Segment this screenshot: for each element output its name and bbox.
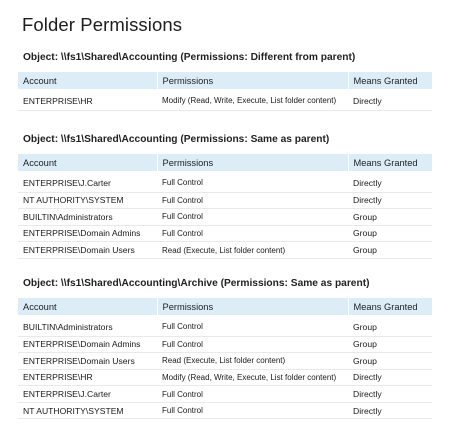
column-header-permissions: Permissions bbox=[157, 154, 348, 171]
table-row bbox=[18, 353, 432, 370]
table-row bbox=[18, 386, 432, 403]
table-row bbox=[18, 336, 432, 353]
column-header-account: Account bbox=[18, 72, 157, 89]
table-header-row bbox=[18, 72, 432, 89]
cell-means-granted: Directly bbox=[348, 192, 432, 209]
permissions-table bbox=[18, 298, 432, 419]
cell-account: ENTERPRISE\J.Carter bbox=[18, 386, 157, 403]
cell-account: NT AUTHORITY\SYSTEM bbox=[18, 192, 157, 209]
cell-account: ENTERPRISE\HR bbox=[18, 89, 157, 110]
column-header-account: Account bbox=[18, 298, 157, 315]
page-title: Folder Permissions bbox=[22, 14, 183, 35]
column-header-means-granted: Means Granted bbox=[348, 154, 432, 171]
cell-permissions: Full Control bbox=[157, 225, 348, 242]
cell-means-granted: Group bbox=[348, 242, 432, 259]
section-title: Object: \\fs1\Shared\Accounting (Permissions: Different from parent) bbox=[23, 52, 356, 63]
cell-permissions: Full Control bbox=[157, 336, 348, 353]
cell-means-granted: Group bbox=[348, 353, 432, 370]
table-row bbox=[18, 89, 432, 110]
cell-means-granted: Directly bbox=[348, 386, 432, 403]
cell-permissions: Read (Execute, List folder content) bbox=[157, 353, 348, 370]
cell-means-granted: Group bbox=[348, 315, 432, 336]
column-header-means-granted: Means Granted bbox=[348, 298, 432, 315]
table-row bbox=[18, 171, 432, 192]
cell-permissions: Full Control bbox=[157, 192, 348, 209]
cell-permissions: Modify (Read, Write, Execute, List folder content) bbox=[157, 369, 348, 386]
cell-account: ENTERPRISE\Domain Admins bbox=[18, 225, 157, 242]
section-title: Object: \\fs1\Shared\Accounting\Archive (Permissions: Same as parent) bbox=[23, 278, 370, 289]
column-header-permissions: Permissions bbox=[157, 72, 348, 89]
cell-permissions: Full Control bbox=[157, 402, 348, 419]
cell-means-granted: Group bbox=[348, 225, 432, 242]
cell-means-granted: Directly bbox=[348, 369, 432, 386]
cell-means-granted: Group bbox=[348, 209, 432, 226]
cell-account: BUILTIN\Administrators bbox=[18, 315, 157, 336]
column-header-permissions: Permissions bbox=[157, 298, 348, 315]
cell-permissions: Read (Execute, List folder content) bbox=[157, 242, 348, 259]
cell-means-granted: Directly bbox=[348, 402, 432, 419]
table-header-row bbox=[18, 298, 432, 315]
permissions-section-archive-same bbox=[18, 277, 432, 419]
table-row bbox=[18, 209, 432, 226]
permissions-section-accounting-different bbox=[18, 51, 432, 111]
cell-permissions: Modify (Read, Write, Execute, List folder content) bbox=[157, 89, 348, 110]
cell-means-granted: Directly bbox=[348, 171, 432, 192]
cell-means-granted: Group bbox=[348, 336, 432, 353]
column-header-means-granted: Means Granted bbox=[348, 72, 432, 89]
table-row bbox=[18, 192, 432, 209]
cell-account: ENTERPRISE\J.Carter bbox=[18, 171, 157, 192]
permissions-section-accounting-same bbox=[18, 133, 432, 259]
table-row bbox=[18, 242, 432, 259]
cell-account: ENTERPRISE\Domain Users bbox=[18, 242, 157, 259]
table-row bbox=[18, 315, 432, 336]
cell-permissions: Full Control bbox=[157, 209, 348, 226]
table-header-row bbox=[18, 154, 432, 171]
section-title: Object: \\fs1\Shared\Accounting (Permissions: Same as parent) bbox=[23, 134, 330, 145]
cell-account: ENTERPRISE\Domain Users bbox=[18, 353, 157, 370]
cell-means-granted: Directly bbox=[348, 89, 432, 110]
cell-permissions: Full Control bbox=[157, 315, 348, 336]
table-row bbox=[18, 225, 432, 242]
cell-account: NT AUTHORITY\SYSTEM bbox=[18, 402, 157, 419]
cell-account: BUILTIN\Administrators bbox=[18, 209, 157, 226]
table-row bbox=[18, 369, 432, 386]
cell-permissions: Full Control bbox=[157, 171, 348, 192]
cell-permissions: Full Control bbox=[157, 386, 348, 403]
cell-account: ENTERPRISE\Domain Admins bbox=[18, 336, 157, 353]
permissions-table bbox=[18, 154, 432, 259]
cell-account: ENTERPRISE\HR bbox=[18, 369, 157, 386]
permissions-table bbox=[18, 72, 432, 111]
column-header-account: Account bbox=[18, 154, 157, 171]
table-row bbox=[18, 402, 432, 419]
